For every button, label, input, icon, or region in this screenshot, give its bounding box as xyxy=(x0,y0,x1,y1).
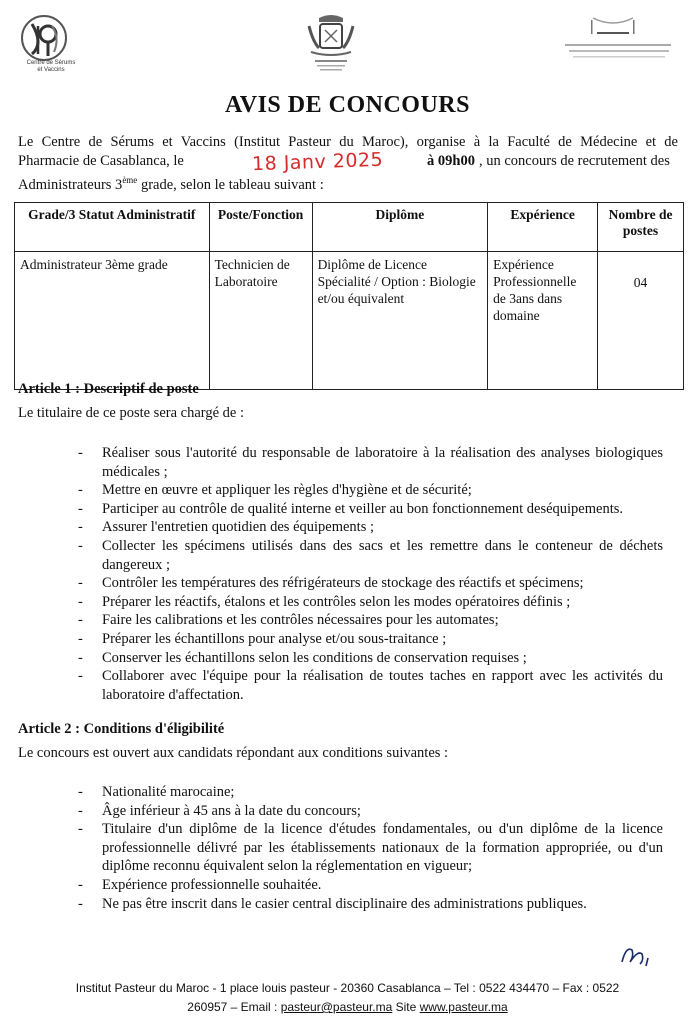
website-link[interactable]: www.pasteur.ma xyxy=(419,1000,508,1014)
list-dash: - xyxy=(78,445,83,461)
table-header-poste: Poste/Fonction xyxy=(209,203,312,252)
article-1-heading: Article 1 : Descriptif de poste xyxy=(18,381,199,397)
article-1-list xyxy=(78,444,663,704)
article-2-list xyxy=(78,783,663,913)
list-dash: - xyxy=(78,575,83,592)
list-item xyxy=(78,518,663,537)
list-item-text: Contrôler les températures des réfrigérateurs de stockage des réactifs et spécimens; xyxy=(102,575,584,592)
table-header-nombre: Nombre de postes xyxy=(598,203,684,252)
list-item xyxy=(78,593,663,612)
list-dash: - xyxy=(78,895,83,912)
email-link[interactable]: pasteur@pasteur.ma xyxy=(280,1000,393,1014)
list-dash: - xyxy=(78,630,83,647)
list-item xyxy=(78,667,663,704)
cell-poste: Technicien de Laboratoire xyxy=(209,252,312,390)
list-dash: - xyxy=(78,537,83,554)
list-item xyxy=(78,444,663,481)
list-dash: - xyxy=(78,612,83,629)
list-dash: - xyxy=(78,593,83,610)
list-item xyxy=(78,574,663,593)
list-item-text: Titulaire d'un diplôme de la licence d'études fondamentales, ou d'un diplôme de la licence professionnelle délivré par les établissements nationaux de la formation appropriée, ou d'un diplôme reconnu équivalent selon la réglementation en vigueur; xyxy=(102,821,663,875)
page-title: AVIS DE CONCOURS xyxy=(225,92,470,118)
list-item-text: Âge inférieur à 45 ans à la date du concours; xyxy=(102,802,361,819)
list-item-text: Réaliser sous l'autorité du responsable de laboratoire à la réalisation des analyses biologiques médicales ; xyxy=(102,445,663,480)
footer xyxy=(40,979,655,1017)
cell-experience: Expérience Professionnelle de 3ans dans domaine xyxy=(488,252,598,390)
article-2-intro: Le concours est ouvert aux candidats répondant aux conditions suivantes : xyxy=(18,745,449,761)
list-dash: - xyxy=(78,876,83,893)
list-item xyxy=(78,783,663,802)
signature-mark xyxy=(618,940,658,970)
intro-line-2-start: Pharmacie de Casablanca, le xyxy=(18,153,184,169)
left-logo-label: Centre de Sérums et Vaccins xyxy=(26,60,76,73)
intro-line-1: Le Centre de Sérums et Vaccins (Institut Pasteur du Maroc), organise à la Faculté de Médecine et de xyxy=(18,134,678,150)
list-item-text: Ne pas être inscrit dans le casier central disciplinaire des administrations publiques. xyxy=(102,895,587,912)
table-row xyxy=(15,252,684,390)
list-dash: - xyxy=(78,784,83,800)
intro-line-3: Administrateurs 3ème grade, selon le tableau suivant : xyxy=(18,175,324,193)
concours-time: à 09h00 xyxy=(427,153,475,169)
footer-fax-email-label: 260957 – Email : xyxy=(187,1000,281,1014)
article-1-intro: Le titulaire de ce poste sera chargé de : xyxy=(18,405,244,421)
list-dash: - xyxy=(78,821,83,838)
list-item xyxy=(78,630,663,649)
list-item xyxy=(78,500,663,519)
list-item xyxy=(78,802,663,821)
cell-nombre: 04 xyxy=(598,252,684,390)
list-item-text: Faire les calibrations et les contrôles nécessaires pour les automates; xyxy=(102,612,499,629)
table-header-diplome: Diplôme xyxy=(312,203,488,252)
list-item-text: Participer au contrôle de qualité interne et veiller au bon fonctionnement deséquipements. xyxy=(102,500,624,517)
list-item xyxy=(78,895,663,914)
list-item xyxy=(78,537,663,574)
list-item-text: Collecter les spécimens utilisés dans des sacs et les remettre dans le conteneur de déchets dangereux ; xyxy=(102,537,663,573)
list-dash: - xyxy=(78,519,83,536)
list-item-text: Assurer l'entretien quotidien des équipements ; xyxy=(102,519,375,536)
table-header-grade: Grade/3 Statut Administratif xyxy=(15,203,210,252)
list-item-text: Collaborer avec l'équipe pour la réalisation de toutes taches en rapport avec les activités du laboratoire d'affectation. xyxy=(102,668,663,703)
list-item xyxy=(78,649,663,668)
list-item xyxy=(78,820,663,876)
list-dash: - xyxy=(78,668,83,685)
list-item-text: Expérience professionnelle souhaitée. xyxy=(102,876,322,893)
list-dash: - xyxy=(78,649,83,666)
faculte-medecine-logo xyxy=(563,14,673,64)
footer-line-1: Institut Pasteur du Maroc - 1 place louis pasteur - 20360 Casablanca – Tel : 0522 434470 – Fax : 0522 xyxy=(75,981,620,995)
list-dash: - xyxy=(78,482,83,499)
list-item-text: Préparer les échantillons pour analyse et/ou sous-traitance ; xyxy=(102,630,447,647)
list-item xyxy=(78,481,663,500)
list-dash: - xyxy=(78,500,83,517)
list-item-text: Conserver les échantillons selon les conditions de conservation requises ; xyxy=(102,649,527,666)
article-2-heading: Article 2 : Conditions d'éligibilité xyxy=(18,721,225,737)
list-dash: - xyxy=(78,802,83,819)
cell-grade: Administrateur 3ème grade xyxy=(15,252,210,390)
footer-line-2 xyxy=(40,998,655,1017)
date-stamp: 18 Janv 2025 xyxy=(251,148,384,176)
intro-line-2-end: , un concours de recrutement des xyxy=(479,153,670,169)
list-item-text: Nationalité marocaine; xyxy=(102,784,235,800)
list-item xyxy=(78,876,663,895)
list-item-text: Mettre en œuvre et appliquer les règles d'hygiène et de sécurité; xyxy=(102,482,472,499)
table-header-experience: Expérience xyxy=(488,203,598,252)
cell-diplome: Diplôme de Licence Spécialité / Option : Biologie et/ou équivalent xyxy=(312,252,488,390)
royal-coat-of-arms-emblem xyxy=(303,12,359,74)
list-item xyxy=(78,611,663,630)
list-item-text: Préparer les réactifs, étalons et les contrôles selon les modes opératoires définis ; xyxy=(102,593,571,610)
recruitment-table xyxy=(14,202,684,390)
footer-site-label: Site xyxy=(392,1000,420,1014)
